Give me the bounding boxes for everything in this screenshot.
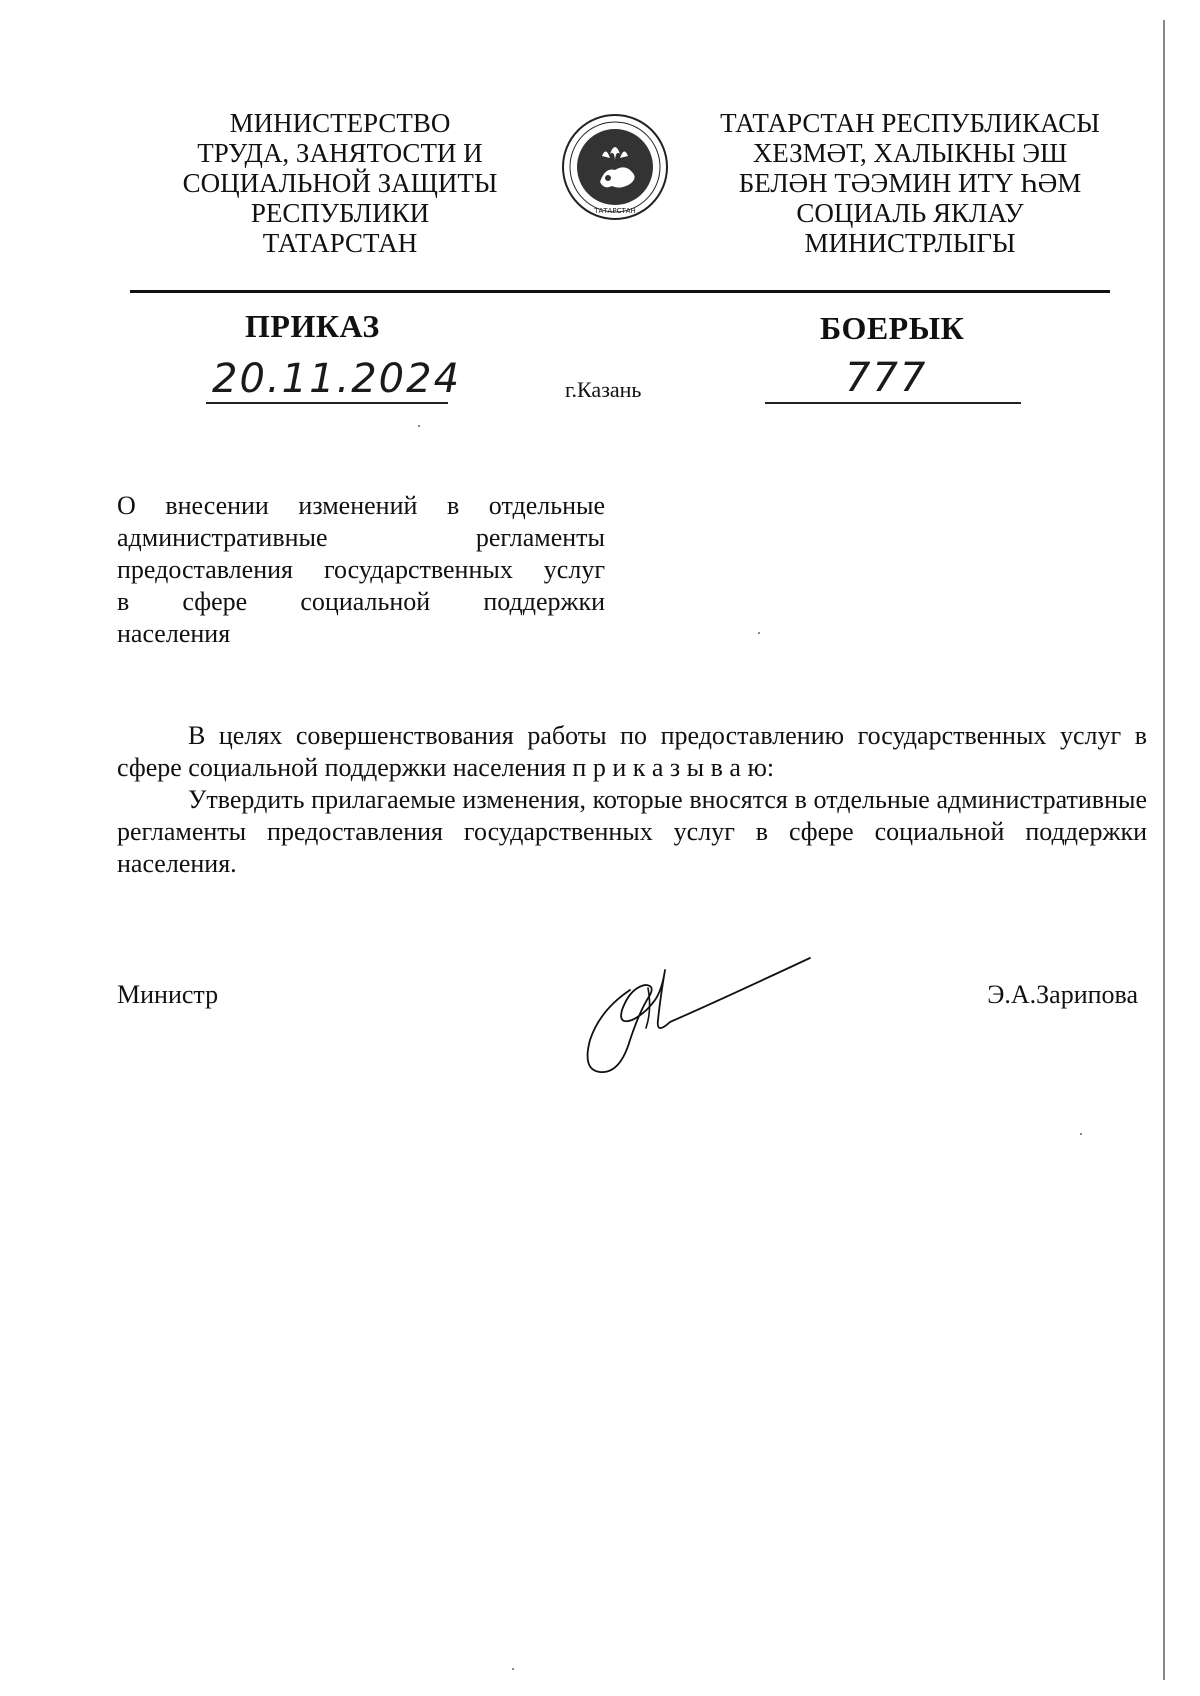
order-body (117, 720, 1147, 880)
order-number: 777 (845, 355, 928, 401)
tatarstan-coat-of-arms-icon (560, 112, 670, 222)
body-paragraph: В целях совершенствования работы по предоставлению государственных услуг в сфере социальной поддержки населения п р и к а з ы в а ю: (117, 721, 1147, 782)
order-title-ru: ПРИКАЗ (245, 308, 380, 344)
order-subject (117, 490, 605, 650)
ministry-ru-line: СОЦИАЛЬНОЙ ЗАЩИТЫ (182, 168, 498, 198)
order-title-tt: БОЕРЫК (820, 310, 965, 346)
ministry-ru-line: ТАТАРСТАН (262, 228, 418, 258)
ministry-name-ru (150, 108, 530, 258)
number-underline (765, 402, 1021, 404)
ministry-tt-line: БЕЛӘН ТӘЭМИН ИТҮ ҺӘМ (738, 168, 1082, 198)
ministry-ru-line: ТРУДА, ЗАНЯТОСТИ И (197, 138, 483, 168)
scan-speck (418, 425, 420, 427)
order-city: г.Казань (565, 377, 642, 402)
scan-edge-line (1163, 20, 1165, 1680)
subject-line: предоставления государственных услуг (117, 555, 605, 584)
ministry-tt-line: МИНИСТРЛЫГЫ (804, 228, 1016, 258)
ministry-tt-line: ТАТАРСТАН РЕСПУБЛИКАСЫ (720, 108, 1100, 138)
emblem-text: ТАТАРСТАН (594, 207, 636, 215)
date-underline (206, 402, 448, 404)
scan-speck (758, 632, 760, 634)
header-divider (130, 290, 1110, 293)
subject-line: населения (117, 619, 231, 648)
handwritten-signature-icon (570, 940, 820, 1080)
subject-line: в сфере социальной поддержки (117, 587, 605, 616)
scan-speck (1080, 1133, 1082, 1135)
scan-speck (512, 1668, 514, 1670)
signer-name: Э.А.Зарипова (987, 980, 1138, 1009)
order-date: 20.11.2024 (212, 356, 462, 402)
signer-title: Министр (117, 980, 219, 1009)
ministry-ru-line: МИНИСТЕРСТВО (229, 108, 451, 138)
ministry-name-tt (690, 108, 1130, 258)
body-paragraph: Утвердить прилагаемые изменения, которые вносятся в отдельные административные регламенты предоставления государственных услуг в сфере социальной поддержки населения. (117, 785, 1147, 878)
subject-line: административные регламенты (117, 523, 605, 552)
ministry-tt-line: СОЦИАЛЬ ЯКЛАУ (796, 198, 1024, 228)
ministry-ru-line: РЕСПУБЛИКИ (250, 198, 430, 228)
subject-line: О внесении изменений в отдельные (117, 491, 605, 520)
ministry-tt-line: ХЕЗМӘТ, ХАЛЫКНЫ ЭШ (752, 138, 1068, 168)
